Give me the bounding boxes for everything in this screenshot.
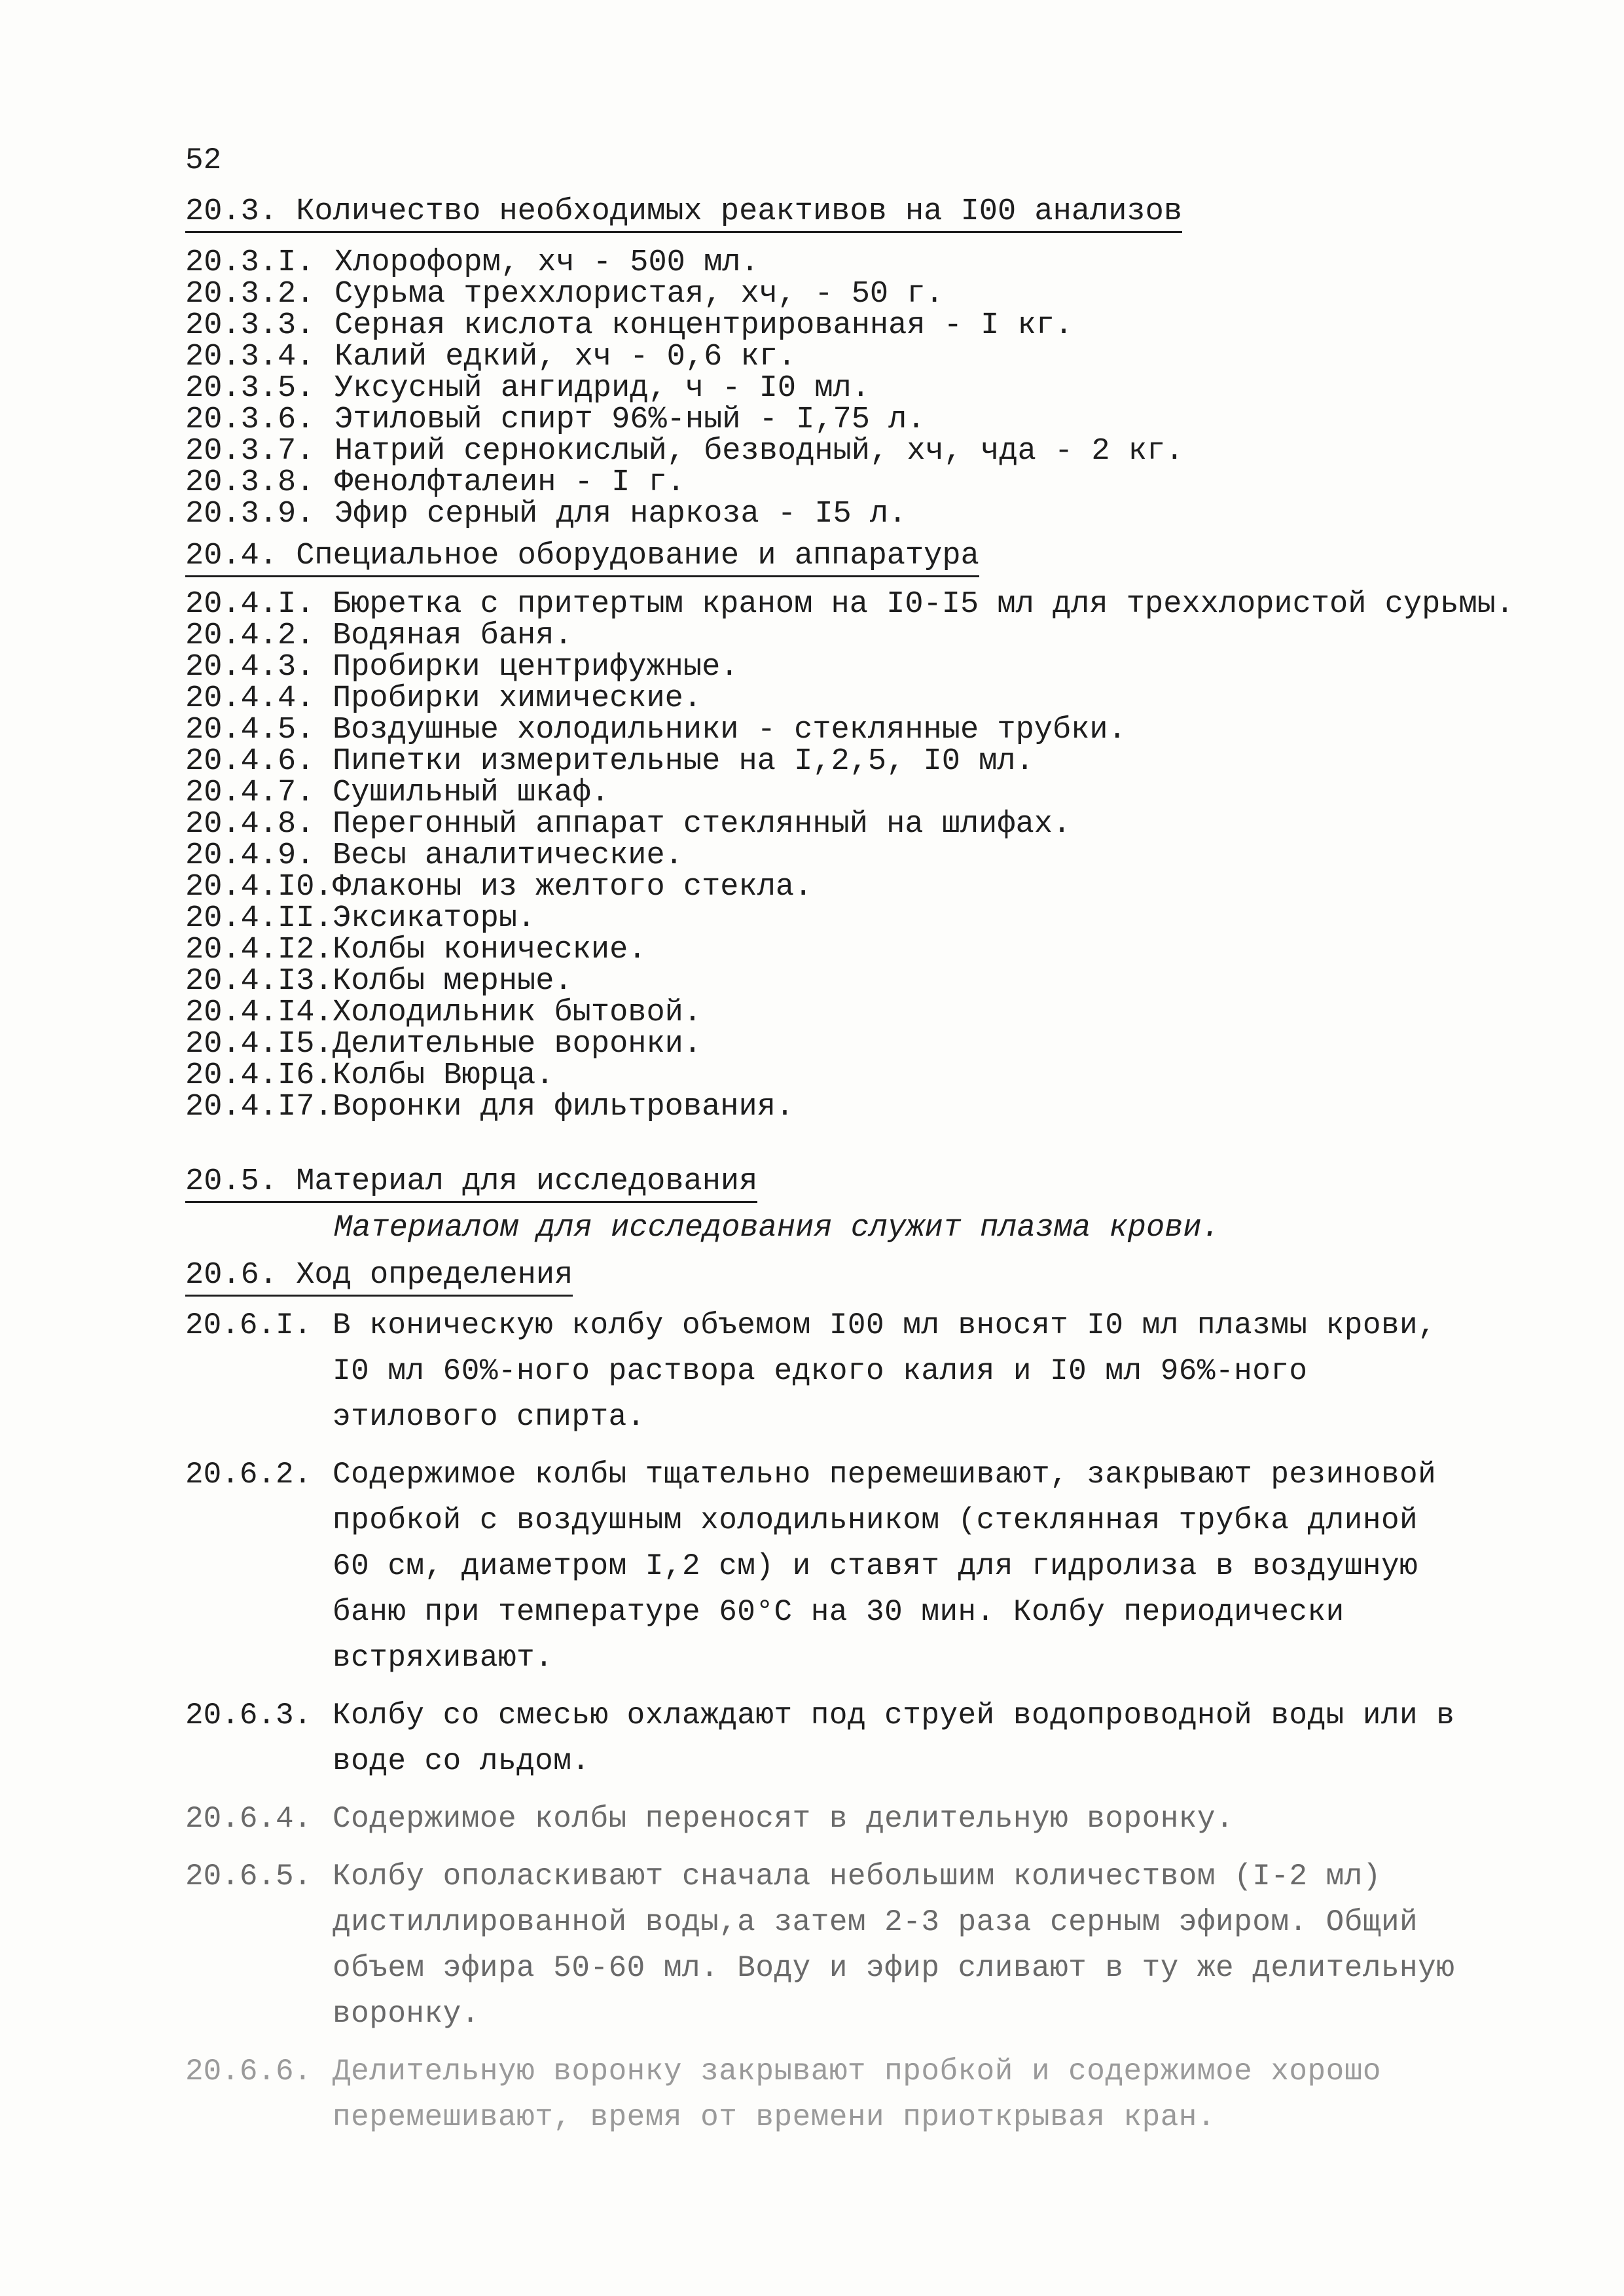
list-item: 20.6.I. В коническую колбу объемом I00 мл вносят I0 мл плазмы крови, I0 мл 60%-ного раствора едкого калия и I0 мл 96%-ного этилового спирта. (185, 1308, 1437, 1434)
list-item: 20.4.6. Пипетки измерительные на I,2,5, I0 мл. (185, 744, 1034, 779)
list-item: 20.3.5. Уксусный ангидрид, ч - I0 мл. (185, 371, 870, 406)
list-item: 20.6.6. Делительную воронку закрывают пробкой и содержимое хорошо перемешивают, время от времени приоткрывая кран. (185, 2054, 1381, 2134)
list-item: 20.4.3. Пробирки центрифужные. (185, 650, 739, 685)
list-item: 20.4.9. Весы аналитические. (185, 838, 683, 873)
page-number: 52 (185, 143, 222, 177)
list-item: 20.4.5. Воздушные холодильники - стеклянные трубки. (185, 713, 1127, 747)
list-item: 20.4.8. Перегонный аппарат стеклянный на шлифах. (185, 807, 1072, 842)
procedure-list (185, 1302, 1455, 2152)
list-item: 20.6.2. Содержимое колбы тщательно перемешивают, закрывают резиновой пробкой с воздушным холодильником (стеклянная трубка длиной 60 см, диаметром I,2 см) и ставят для гидролиза в воздушную баню при температуре 60°С на 30 мин. Колбу периодически встряхивают. (185, 1458, 1437, 1675)
list-item: 20.4.I0. Флаконы из желтого стекла. (185, 870, 813, 905)
list-item: 20.3.2. Сурьма треххлористая, хч, - 50 г. (185, 277, 944, 312)
list-item: 20.4.II. Эксикаторы. (185, 901, 536, 936)
reagents-list (185, 247, 1183, 530)
list-item: 20.4.4. Пробирки химические. (185, 681, 702, 716)
list-item: 20.4.I5. Делительные воронки. (185, 1027, 702, 1062)
list-item: 20.4.7. Сушильный шкаф. (185, 776, 610, 810)
list-item: 20.4.I6. Колбы Вюрца. (185, 1058, 554, 1093)
list-item: 20.6.3. Колбу со смесью охлаждают под струей водопроводной воды или в воде со льдом. (185, 1698, 1455, 1778)
list-item: 20.3.6. Этиловый спирт 96%-ный - I,75 л. (185, 403, 926, 437)
list-item: 20.3.8. Фенолфталеин - I г. (185, 465, 685, 500)
list-item: 20.4.I7. Воронки для фильтрования. (185, 1090, 795, 1124)
section-heading-reagents: 20.3. Количество необходимых реактивов на I00 анализов (185, 196, 1182, 233)
list-item: 20.4.2. Водяная баня. (185, 619, 573, 653)
section-heading-material: 20.5. Материал для исследования (185, 1166, 757, 1203)
list-item: 20.3.I. Хлороформ, хч - 500 мл. (185, 245, 759, 280)
material-paragraph: Материалом для исследования служит плазма крови. (334, 1211, 1220, 1246)
section-heading-procedure: 20.6. Ход определения (185, 1260, 573, 1297)
list-item: 20.3.4. Калий едкий, хч - 0,6 кг. (185, 340, 797, 374)
list-item: 20.3.9. Эфир серный для наркоза - I5 л. (185, 497, 907, 531)
list-item: 20.6.4. Содержимое колбы переносят в делительную воронку. (185, 1802, 1235, 1836)
list-item: 20.4.I2. Колбы конические. (185, 933, 647, 967)
list-item: 20.3.3. Серная кислота концентрированная - I кг. (185, 308, 1074, 343)
list-item: 20.4.I. Бюретка с притертым краном на I0-I5 мл для треххлористой сурьмы. (185, 587, 1515, 622)
list-item: 20.4.I3. Колбы мерные. (185, 964, 573, 999)
list-item: 20.3.7. Натрий сернокислый, безводный, хч, чда - 2 кг. (185, 434, 1184, 469)
list-item: 20.4.I4. Холодильник бытовой. (185, 996, 702, 1030)
equipment-list (185, 589, 1596, 1123)
list-item: 20.6.5. Колбу ополаскивают сначала небольшим количеством (I-2 мл) дистиллированной воды,а затем 2-3 раза серным эфиром. Общий объем эфира 50-60 мл. Воду и эфир сливают в ту же делительную воронку. (185, 1859, 1455, 2031)
section-heading-equipment: 20.4. Специальное оборудование и аппаратура (185, 541, 979, 577)
